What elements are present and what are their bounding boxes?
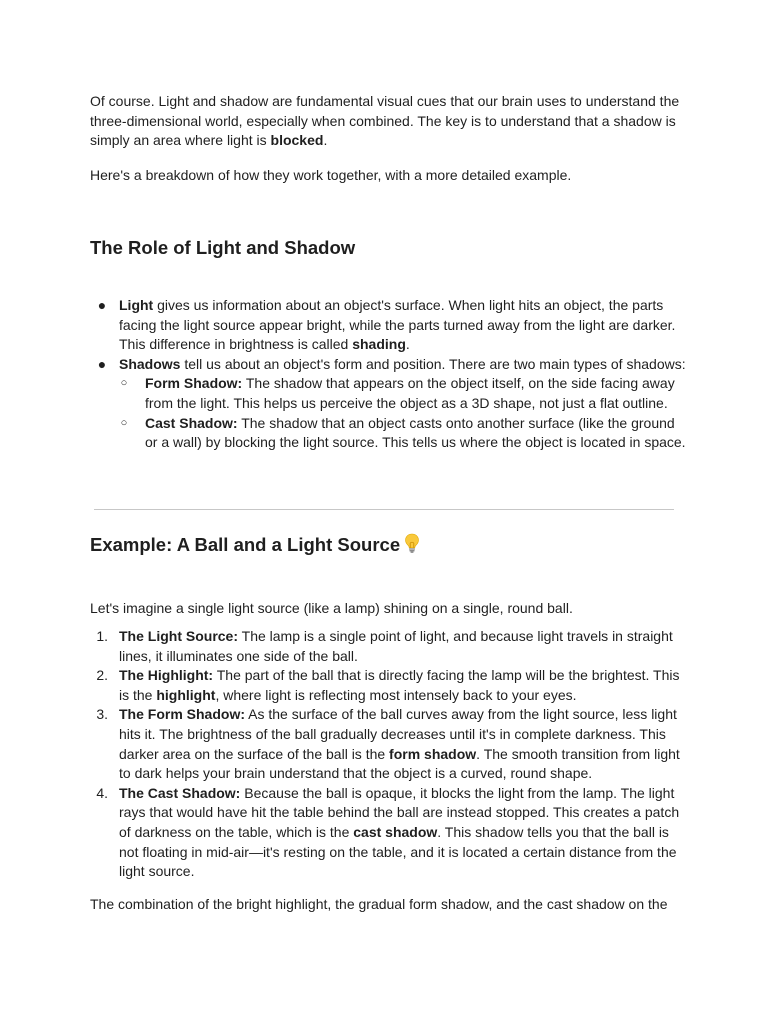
example-heading-text: Example: A Ball and a Light Source (90, 534, 401, 555)
form-shadow-bold: form shadow (389, 745, 477, 762)
highlight-bold: highlight (156, 686, 216, 703)
list-item-shadows (90, 355, 690, 453)
sub-bullet-marker: ○ (120, 377, 128, 390)
cast-shadow-text: The shadow that an object casts onto another surface (like the ground or a wall) by blocking the light source. This tells us where the object is located in space. (145, 414, 686, 451)
number-marker: 3. (96, 706, 108, 723)
list-item-cast-shadow (90, 414, 690, 453)
closing-paragraph: The combination of the bright highlight, the gradual form shadow, and the cast shadow on the (90, 896, 668, 912)
intro-text: Of course. Light and shadow are fundamental visual cues that our brain uses to understand the three-dimensional world, especially when combined. The key is to understand that a shadow is simply an area where light is (90, 93, 680, 149)
light-term: Light (119, 297, 154, 313)
form-shadow-term: Form Shadow: (145, 375, 243, 392)
light-text: gives us information about an object's surface. When light hits an object, the parts facing the light source appear bright, while the parts turned away from the light are darker. This difference in brightness is called (119, 297, 676, 353)
form-shadow-text: The shadow that appears on the object itself, on the side facing away from the light. This helps us perceive the object as a 3D shape, not just a flat outline. (145, 375, 675, 411)
cast-shadow-example-term: The Cast Shadow: (119, 784, 241, 801)
shadows-text: tell us about an object's form and position. There are two main types of shadows: (180, 355, 686, 372)
shading-term: shading (352, 336, 406, 353)
cast-shadow-example-text: Because the ball is opaque, it blocks the light from the lamp. The light rays that would have hit the table behind the ball are instead stopped. This creates a patch of darkness on the table, which is the (119, 784, 680, 840)
number-marker: 2. (96, 667, 108, 684)
horizontal-divider (94, 509, 674, 510)
form-shadow-example-term: The Form Shadow: (119, 706, 245, 723)
bullet-marker: ● (97, 355, 107, 372)
list-item-light (90, 296, 690, 355)
intro-paragraph (90, 92, 690, 151)
number-marker: 4. (96, 784, 108, 801)
highlight-term: The Highlight: (119, 667, 214, 684)
shadows-term: Shadows (119, 355, 181, 372)
form-shadow-example-text-end: . The smooth transition from light to dark helps your brain understand that the object is a curved, round shape. (119, 745, 680, 782)
lightbulb-icon (404, 533, 420, 559)
cast-shadow-term: Cast Shadow: (145, 414, 238, 431)
section-heading-example (90, 533, 420, 559)
numbered-list (90, 627, 690, 882)
bullet-marker: ● (97, 297, 107, 313)
cast-shadow-bold: cast shadow (353, 823, 438, 840)
list-item-highlight (90, 666, 690, 705)
list-item-light-source (90, 627, 690, 666)
bullet-list (90, 296, 690, 453)
highlight-text-end: , where light is reflecting most intensely back to your eyes. (215, 686, 577, 703)
sub-list (119, 374, 690, 452)
example-intro: Let's imagine a single light source (like a lamp) shining on a single, round ball. (90, 600, 573, 616)
highlight-text: The part of the ball that is directly facing the lamp will be the brightest. This is the (119, 667, 680, 703)
sub-bullet-marker: ○ (120, 416, 128, 429)
intro-bold-blocked: blocked (270, 132, 324, 149)
form-shadow-example-text: As the surface of the ball curves away from the light source, less light hits it. The brightness of the ball gradually decreases until it's in complete darkness. This darker area on the surface of the ball is the (119, 706, 677, 762)
list-item-cast-shadow-example (90, 784, 690, 882)
intro-text-end: . (323, 132, 328, 149)
light-text-end: . (405, 336, 410, 353)
light-source-text: The lamp is a single point of light, and because light travels in straight lines, it illuminates one side of the ball. (119, 628, 673, 664)
section-heading-role: The Role of Light and Shadow (90, 237, 356, 258)
list-item-form-shadow-example (90, 705, 690, 783)
light-source-term: The Light Source: (119, 628, 238, 644)
cast-shadow-example-text-end: . This shadow tells you that the ball is not floating in mid-air—it's resting on the table, and it is located a certain distance from the light source. (119, 823, 677, 880)
breakdown-paragraph: Here's a breakdown of how they work together, with a more detailed example. (90, 167, 572, 183)
number-marker: 1. (96, 628, 108, 644)
list-item-form-shadow (90, 374, 690, 413)
